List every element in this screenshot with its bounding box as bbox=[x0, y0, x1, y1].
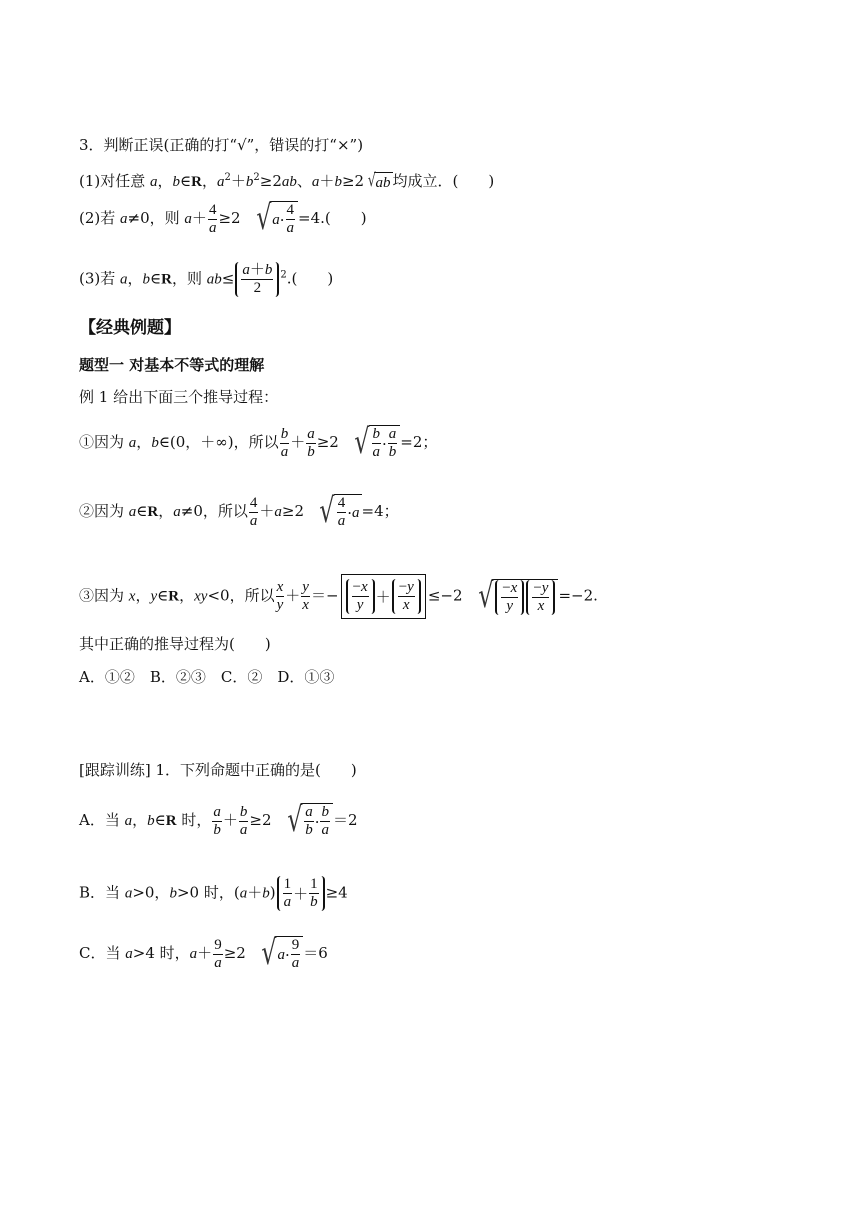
type-title: 题型一 对基本不等式的理解 bbox=[79, 356, 265, 374]
practice-intro: [跟踪训练] 1．下列命题中正确的是( ) bbox=[79, 761, 357, 779]
derivation-2: ②因为 a∈R，a≠0，所以 $\frac{4}{a}$ ＋a≥2 √ $\frac{4}{a}$ · a =4； bbox=[79, 491, 399, 531]
example1-options: A．①② B．②③ C．② D．①③ bbox=[79, 668, 335, 686]
example1-intro: 例 1 给出下面三个推导过程： bbox=[79, 388, 279, 406]
item3-statement-2: (2)若 a≠0，则 a＋ $\frac{4}{a}$ ≥2 √ a · $\frac{4}{a}$ =4.( ) bbox=[79, 198, 367, 238]
practice-option-a: A．当 a，b∈R 时， $\frac{a}{b}$ ＋ $\frac{b}{a}$ ≥2 √ $\frac{a}{b}$ · $\frac{b}{a}$ ＝2 bbox=[79, 800, 358, 840]
item3-title: 3．判断正误(正确的打“√”，错误的打“×”) bbox=[79, 136, 364, 154]
derivation-3: ③因为 x，y∈R，xy<0，所以 $\frac{x}{y}$ ＋ $\frac{y}{x}$ ＝− $\frac{-x}{y}$ ＋ $\frac{-y}{x}$ ≤−2 √ $\frac{-x}{y}$ $\frac{-y}{x}$ =−2. bbox=[79, 574, 598, 619]
derivation-1: ①因为 a，b∈(0，＋∞)，所以 $\frac{b}{a}$ ＋ $\frac{a}{b}$ ≥2 √ $\frac{b}{a}$ · $\frac{a}{b}$ =2； bbox=[79, 422, 438, 462]
section-title: 【经典例题】 bbox=[79, 318, 181, 338]
item3-statement-3: (3)若 a，b∈R，则 ab≤ $\frac{a+b}{2}$ $^2$.( ) bbox=[79, 262, 334, 296]
example1-question: 其中正确的推导过程为( ) bbox=[79, 635, 271, 653]
practice-option-c: C．当 a>4 时，a＋ $\frac{9}{a}$ ≥2 √ a · $\frac{9}{a}$ ＝6 bbox=[79, 933, 328, 973]
item3-statement-1: (1)对任意 a，b∈R，$a^2+b^2\ge 2ab$、a＋b≥2 √ ab 均成立．( ) bbox=[79, 169, 495, 191]
practice-option-b: B．当 a>0，b>0 时，(a＋b) $\frac{1}{a}$ ＋ $\frac{1}{b}$ ≥4 bbox=[79, 876, 348, 910]
